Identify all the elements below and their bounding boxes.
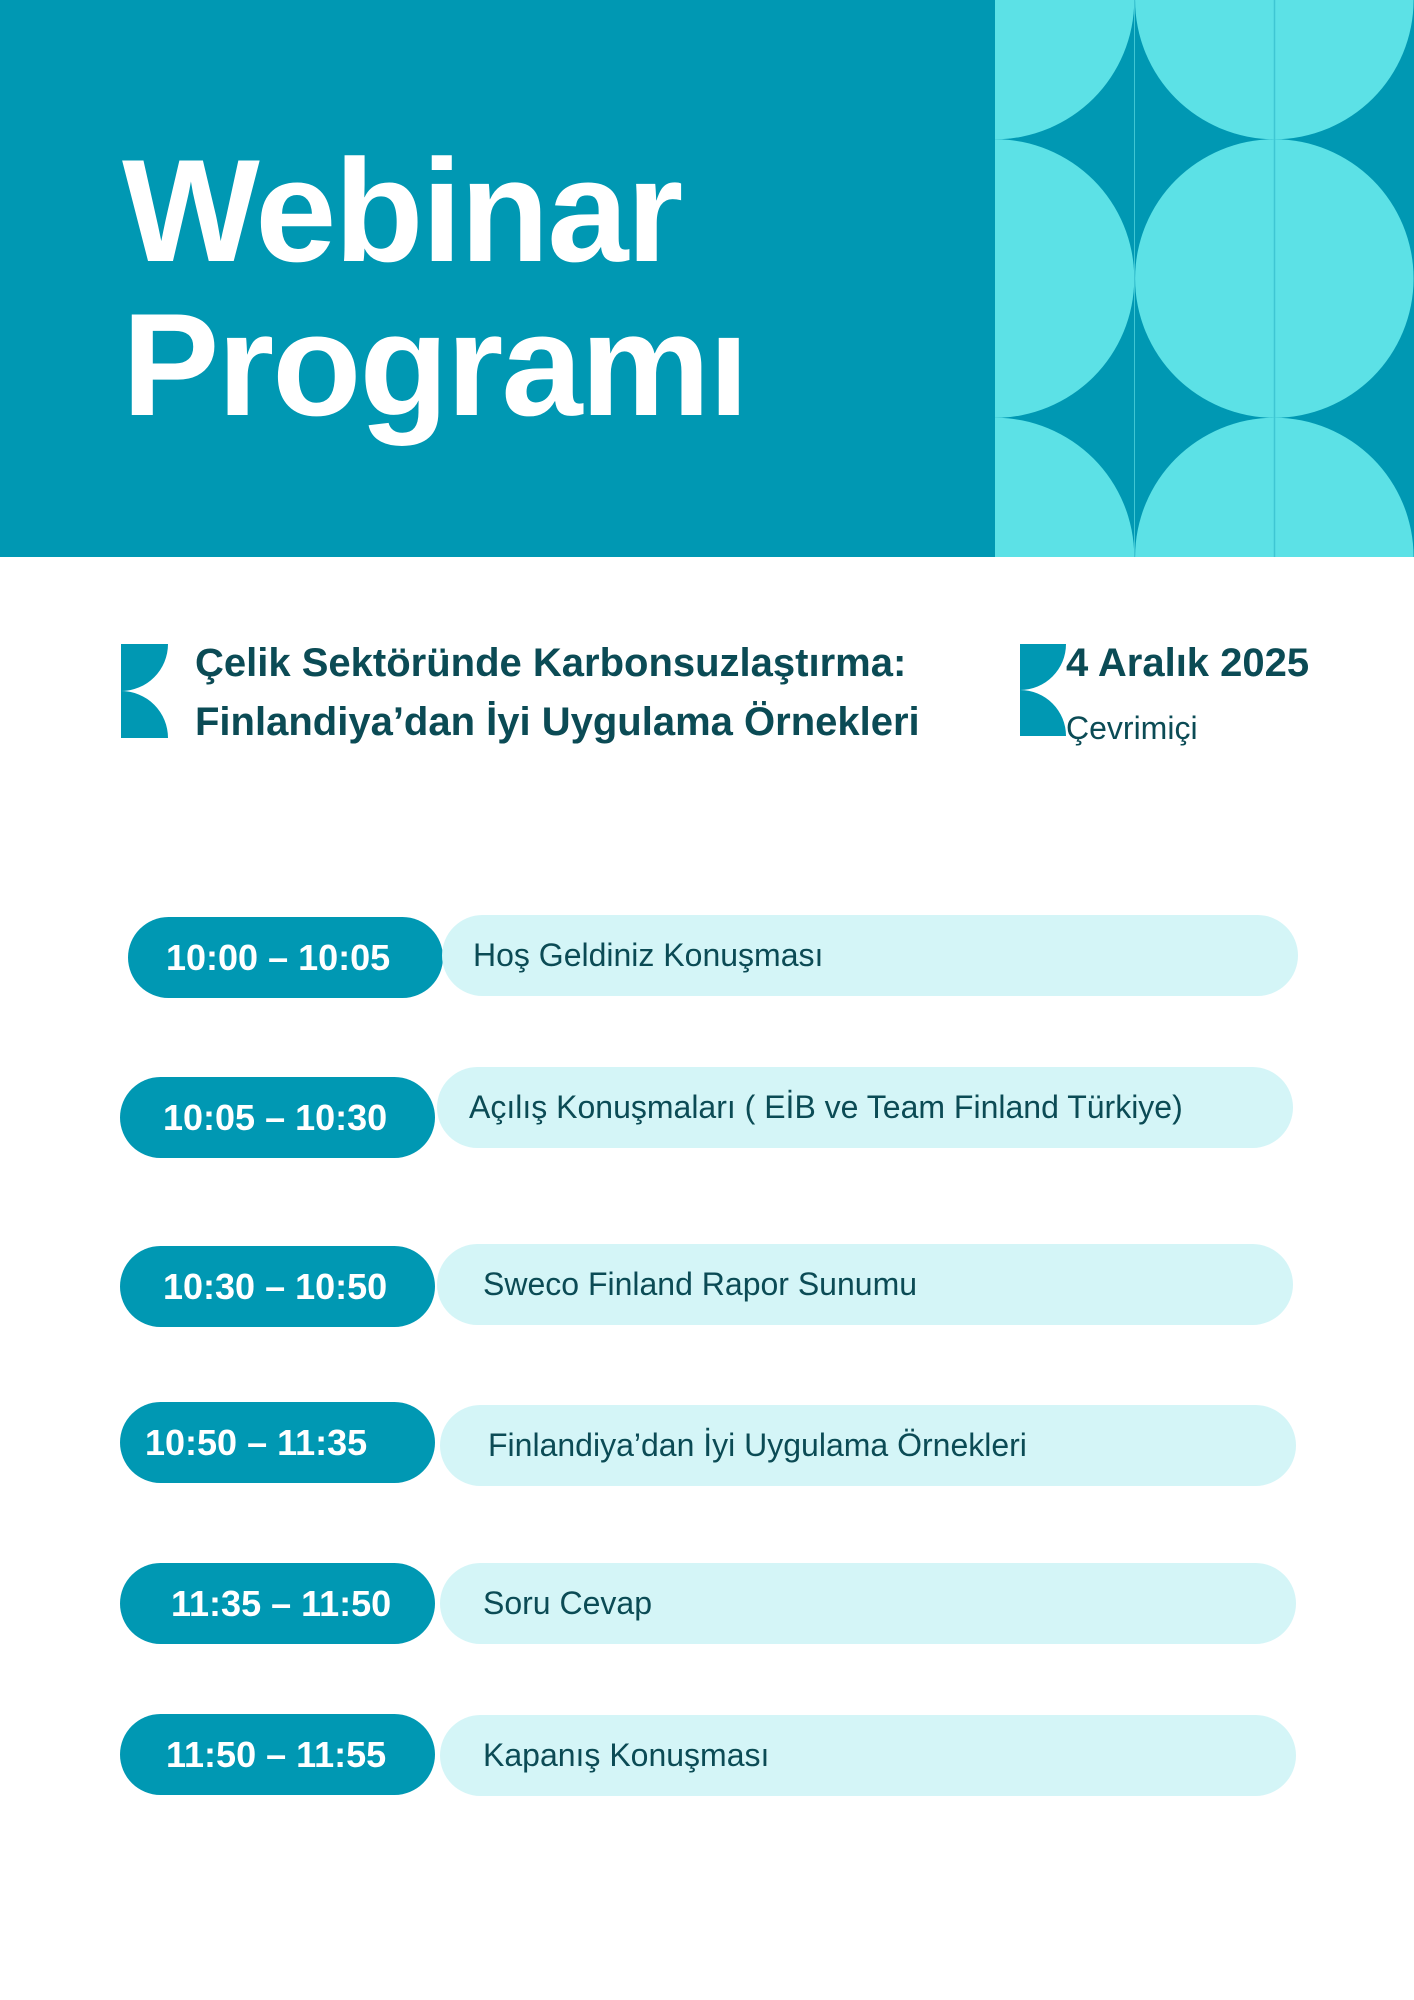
quarter-circle-tile bbox=[1135, 418, 1274, 557]
quarter-circle-tile bbox=[1135, 139, 1274, 278]
event-date: 4 Aralık 2025 bbox=[1066, 641, 1310, 685]
event-title-line2: Finlandiya’dan İyi Uygulama Örnekleri bbox=[195, 700, 920, 744]
quarter-circle-tile bbox=[995, 279, 1134, 418]
quarter-circle-tile bbox=[1274, 418, 1413, 557]
quarter-circle-tile bbox=[995, 139, 1134, 278]
schedule-time: 10:50 – 11:35 bbox=[120, 1402, 435, 1483]
schedule-item: Sweco Finland Rapor Sunumu bbox=[437, 1244, 1293, 1325]
quarter-circle-tile bbox=[1274, 139, 1413, 278]
schedule-time: 10:05 – 10:30 bbox=[120, 1077, 435, 1158]
schedule-item: Soru Cevap bbox=[440, 1563, 1296, 1644]
schedule-item: Açılış Konuşmaları ( EİB ve Team Finland Türkiye) bbox=[437, 1067, 1293, 1148]
page-title-line1: Webinar bbox=[122, 129, 682, 292]
page-title-line2: Programı bbox=[122, 283, 747, 446]
quarter-circle-tile bbox=[1135, 0, 1274, 139]
schedule-item: Kapanış Konuşması bbox=[440, 1715, 1296, 1796]
schedule-time: 10:30 – 10:50 bbox=[120, 1246, 435, 1327]
bracket-logo-icon bbox=[121, 644, 168, 738]
schedule-time: 11:35 – 11:50 bbox=[120, 1563, 435, 1644]
quarter-circle-tile bbox=[1274, 0, 1413, 139]
quarter-circle-tile bbox=[1274, 279, 1413, 418]
event-format: Çevrimiçi bbox=[1066, 710, 1198, 746]
schedule-time: 11:50 – 11:55 bbox=[120, 1714, 435, 1795]
bracket-logo-icon bbox=[1020, 644, 1066, 736]
schedule-item: Hoş Geldiniz Konuşması bbox=[442, 915, 1298, 996]
quarter-circle-tile bbox=[995, 0, 1134, 139]
schedule-item: Finlandiya’dan İyi Uygulama Örnekleri bbox=[440, 1405, 1296, 1486]
event-title-line1: Çelik Sektöründe Karbonsuzlaştırma: bbox=[195, 641, 907, 685]
header-banner bbox=[0, 0, 1414, 557]
quarter-circle-tile bbox=[995, 418, 1134, 557]
quarter-circle-tile bbox=[1135, 279, 1274, 418]
decorative-circle-pattern bbox=[995, 0, 1414, 557]
schedule-time: 10:00 – 10:05 bbox=[128, 917, 443, 998]
